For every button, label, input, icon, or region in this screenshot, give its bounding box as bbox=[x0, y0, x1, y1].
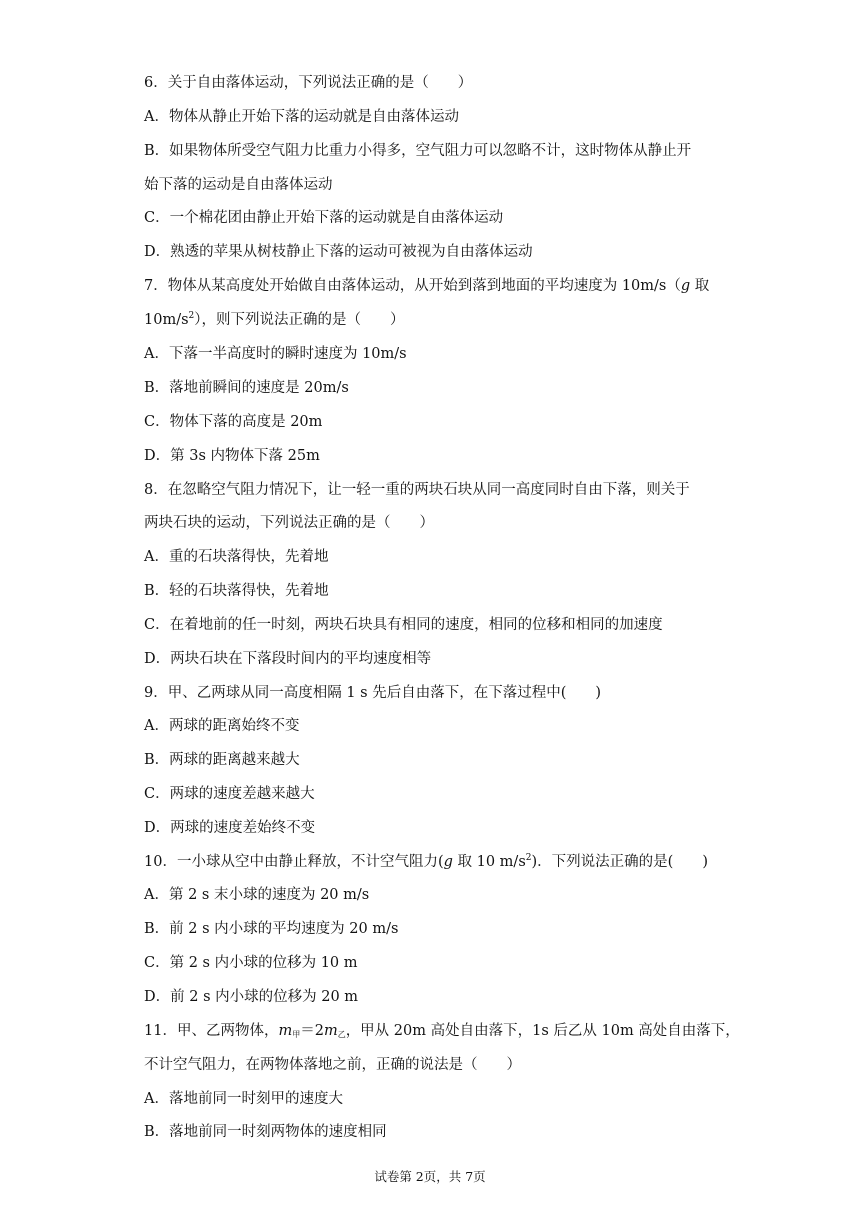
q7-option-b: B．落地前瞬间的速度是 20m/s bbox=[144, 380, 349, 396]
q9-option-b: B．两球的距离越来越大 bbox=[144, 752, 300, 768]
q8-option-d: D．两块石块在下落段时间内的平均速度相等 bbox=[144, 651, 432, 667]
q9-option-a: A．两球的距离始终不变 bbox=[144, 718, 300, 734]
q11-stem-line2: 不计空气阻力，在两物体落地之前，正确的说法是（ ） bbox=[144, 1057, 521, 1073]
q7-stem-line2 bbox=[144, 310, 405, 330]
q10-stem-text: )．下列说法正确的是( ) bbox=[531, 854, 708, 870]
q7-option-a: A．下落一半高度时的瞬时速度为 10m/s bbox=[144, 346, 407, 362]
q7-stem-text: ），则下列说法正确的是（ ） bbox=[194, 312, 405, 328]
q11-subscript-yi: 乙 bbox=[337, 1030, 346, 1039]
q8-option-a: A．重的石块落得快，先着地 bbox=[144, 549, 329, 565]
q11-option-a: A．落地前同一时刻甲的速度大 bbox=[144, 1091, 343, 1107]
q7-option-d: D．第 3s 内物体下落 25m bbox=[144, 448, 320, 464]
q10-option-a: A．第 2 s 末小球的速度为 20 m/s bbox=[144, 887, 370, 903]
q7-stem-line1 bbox=[144, 276, 709, 296]
q7-g-symbol: g bbox=[680, 278, 691, 294]
q11-mass-symbol: m bbox=[323, 1023, 338, 1039]
q9-stem: 9．甲、乙两球从同一高度相隔 1 s 先后自由落下，在下落过程中( ) bbox=[144, 685, 602, 701]
q10-stem-text: 10．一小球从空中由静止释放，不计空气阻力( bbox=[144, 854, 444, 870]
q6-stem: 6．关于自由落体运动，下列说法正确的是（ ） bbox=[144, 75, 473, 91]
q6-option-b-line1: B．如果物体所受空气阻力比重力小得多，空气阻力可以忽略不计，这时物体从静止开 bbox=[144, 143, 692, 159]
q7-superscript: 2 bbox=[188, 311, 195, 322]
q9-option-d: D．两球的速度差始终不变 bbox=[144, 820, 316, 836]
q11-stem-text: ，甲从 20m 高处自由落下，1s 后乙从 10m 高处自由落下， bbox=[345, 1023, 740, 1039]
q6-option-a: A．物体从静止开始下落的运动就是自由落体运动 bbox=[144, 109, 459, 125]
q9-option-c: C．两球的速度差越来越大 bbox=[144, 786, 315, 802]
q10-stem bbox=[144, 852, 708, 872]
q7-option-c: C．物体下落的高度是 20m bbox=[144, 414, 323, 430]
q7-stem-text: 7．物体从某高度处开始做自由落体运动，从开始到落到地面的平均速度为 10m/s（ bbox=[144, 278, 681, 294]
q11-stem-text: 11．甲、乙两物体， bbox=[144, 1023, 279, 1039]
q6-option-d: D．熟透的苹果从树枝静止下落的运动可被视为自由落体运动 bbox=[144, 244, 533, 260]
q10-g-symbol: g bbox=[443, 854, 453, 870]
q6-option-b-line2: 始下落的运动是自由落体运动 bbox=[144, 177, 333, 193]
q10-option-b: B．前 2 s 内小球的平均速度为 20 m/s bbox=[144, 921, 399, 937]
q10-option-d: D．前 2 s 内小球的位移为 20 m bbox=[144, 989, 359, 1005]
q10-stem-text: 取 10 m/s bbox=[452, 854, 526, 870]
page-footer: 试卷第 2页，共 7页 bbox=[374, 1169, 486, 1184]
q8-option-c: C．在着地前的任一时刻，两块石块具有相同的速度，相同的位移和相同的加速度 bbox=[144, 617, 663, 633]
q8-option-b: B．轻的石块落得快，先着地 bbox=[144, 583, 329, 599]
q8-stem-line1: 8．在忽略空气阻力情况下，让一轻一重的两块石块从同一高度同时自由下落，则关于 bbox=[144, 482, 690, 498]
q11-subscript-jia: 甲 bbox=[292, 1030, 301, 1039]
q6-option-c: C．一个棉花团由静止开始下落的运动就是自由落体运动 bbox=[144, 210, 504, 226]
q11-option-b: B．落地前同一时刻两物体的速度相同 bbox=[144, 1124, 387, 1140]
q8-stem-line2: 两块石块的运动，下列说法正确的是（ ） bbox=[144, 515, 434, 531]
q10-option-c: C．第 2 s 内小球的位移为 10 m bbox=[144, 955, 358, 971]
q7-stem-text: 取 bbox=[690, 278, 710, 294]
q11-stem-text: ＝2 bbox=[300, 1023, 324, 1039]
q7-stem-text: 10m/s bbox=[144, 312, 189, 328]
q11-stem-line1 bbox=[144, 1021, 740, 1045]
q10-superscript: 2 bbox=[525, 853, 532, 864]
q11-mass-symbol: m bbox=[278, 1023, 293, 1039]
